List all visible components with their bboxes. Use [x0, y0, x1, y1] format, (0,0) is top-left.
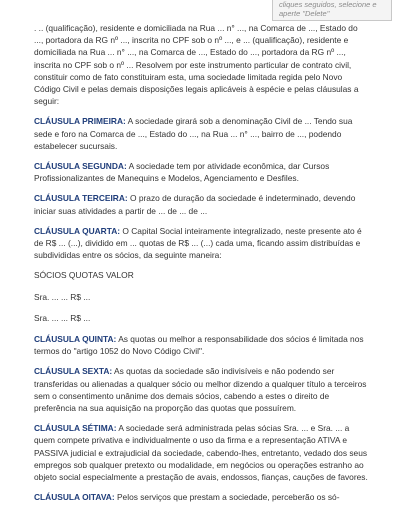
contract-text: [34, 22, 368, 512]
hint-line-2: aperte "Delete": [279, 9, 330, 18]
clause-body: As quotas da sociedade são indivisíveis e não podendo ser transferidas ou alienadas a qualquer sócio ou melhor dizendo a qualquer título a terceiros sem o consentimento unânime dos demais sócios, cabendo a estes o direito de preferência na sua aquisição na proporção das quotas que possuírem.: [34, 366, 367, 414]
quota-table-row: Sra. ... ... R$ ...: [34, 312, 91, 323]
clause-body: As quotas ou melhor a responsabilidade dos sócios é limitada nos termos do "artigo 1052 do Novo Código Civil".: [34, 334, 364, 357]
clause-title: CLÁUSULA QUINTA:: [34, 334, 117, 345]
clause-8: [34, 491, 368, 503]
clause-7: [34, 422, 368, 483]
clause-5: [34, 333, 368, 357]
clause-title: CLÁUSULA SEXTA:: [34, 366, 113, 377]
clause-3: [34, 192, 368, 216]
quota-table-row: Sra. ... ... R$ ...: [34, 291, 91, 302]
quota-table-header: SÓCIOS QUOTAS VALOR: [34, 270, 134, 281]
clause-2: [34, 160, 368, 184]
clause-title: CLÁUSULA OITAVA:: [34, 492, 115, 503]
instruction-hint-box: [272, 0, 392, 21]
clause-4: [34, 225, 368, 262]
clause-body: A sociedade tem por atividade econômica, dar Cursos Profissionalizantes de Manequins e Modelos, Agenciamento e Desfiles.: [34, 161, 330, 184]
hint-line-1: cliques seguidos, selecione e: [279, 0, 377, 9]
clause-body: A sociedade será administrada pelas sócias Sra. ... e Sra. ... a quem compete privativa e individualmente o uso da firma e a representação ATIVA e PASSIVA judicial e extrajudicial da sociedade, cabendo-lhes, entretanto, vedado dos seus empregos sob qualquer pretexto ou modalidade, em negócios ou operações estranho ao objeto social especialmente a prestação de avais, endossos, fianças, cauções de favores.: [34, 423, 368, 483]
clause-title: CLÁUSULA QUARTA:: [34, 225, 121, 236]
clause-body: A sociedade girará sob a denominação Civil de ... Tendo sua sede e foro na Comarca de ..., Estado do ..., na Rua ... n° ..., bairro de ..., podendo estabelecer sucursais.: [34, 116, 353, 151]
clause-title: CLÁUSULA SÉTIMA:: [34, 423, 117, 434]
intro-paragraph: . .. (qualificação), residente e domiciliada na Rua ... n° ..., na Comarca de ..., Estado do ..., portadora da RG nº ..., inscrita no CPF sob o nº ..., e ... (qualificação), residente e domiciliada na Rua ... n° ..., na Comarca de ..., Estado do ..., portadora da RG nº ..., inscrita no CPF sob o nº ... Resolvem por este instrumento particular de contrato civil, constituir como de fato constituiram esta, uma sociedade limitada regida pelo Novo Código Civil e pelas demais disposições legais aplicáveis à espécie e pelas cláusulas a seguir:: [34, 23, 359, 107]
clause-6: [34, 365, 368, 414]
clause-title: CLÁUSULA TERCEIRA:: [34, 193, 128, 204]
clause-title: CLÁUSULA PRIMEIRA:: [34, 116, 126, 127]
clause-body: Pelos serviços que prestam a sociedade, perceberão os só-: [114, 492, 340, 503]
clause-body: O Capital Social inteiramente integralizado, neste presente ato é de R$ ... (...), dividido em ... quotas de R$ ... (...) cada uma, ficando assim distribuídas e subdivididas entre os sócios, da seguinte maneira:: [34, 225, 362, 261]
clause-1: [34, 115, 368, 152]
clause-body: O prazo de duração da sociedade é indeterminado, devendo iniciar suas atividades a partir de ... de ... de ...: [34, 193, 356, 216]
clause-title: CLÁUSULA SEGUNDA:: [34, 161, 127, 172]
